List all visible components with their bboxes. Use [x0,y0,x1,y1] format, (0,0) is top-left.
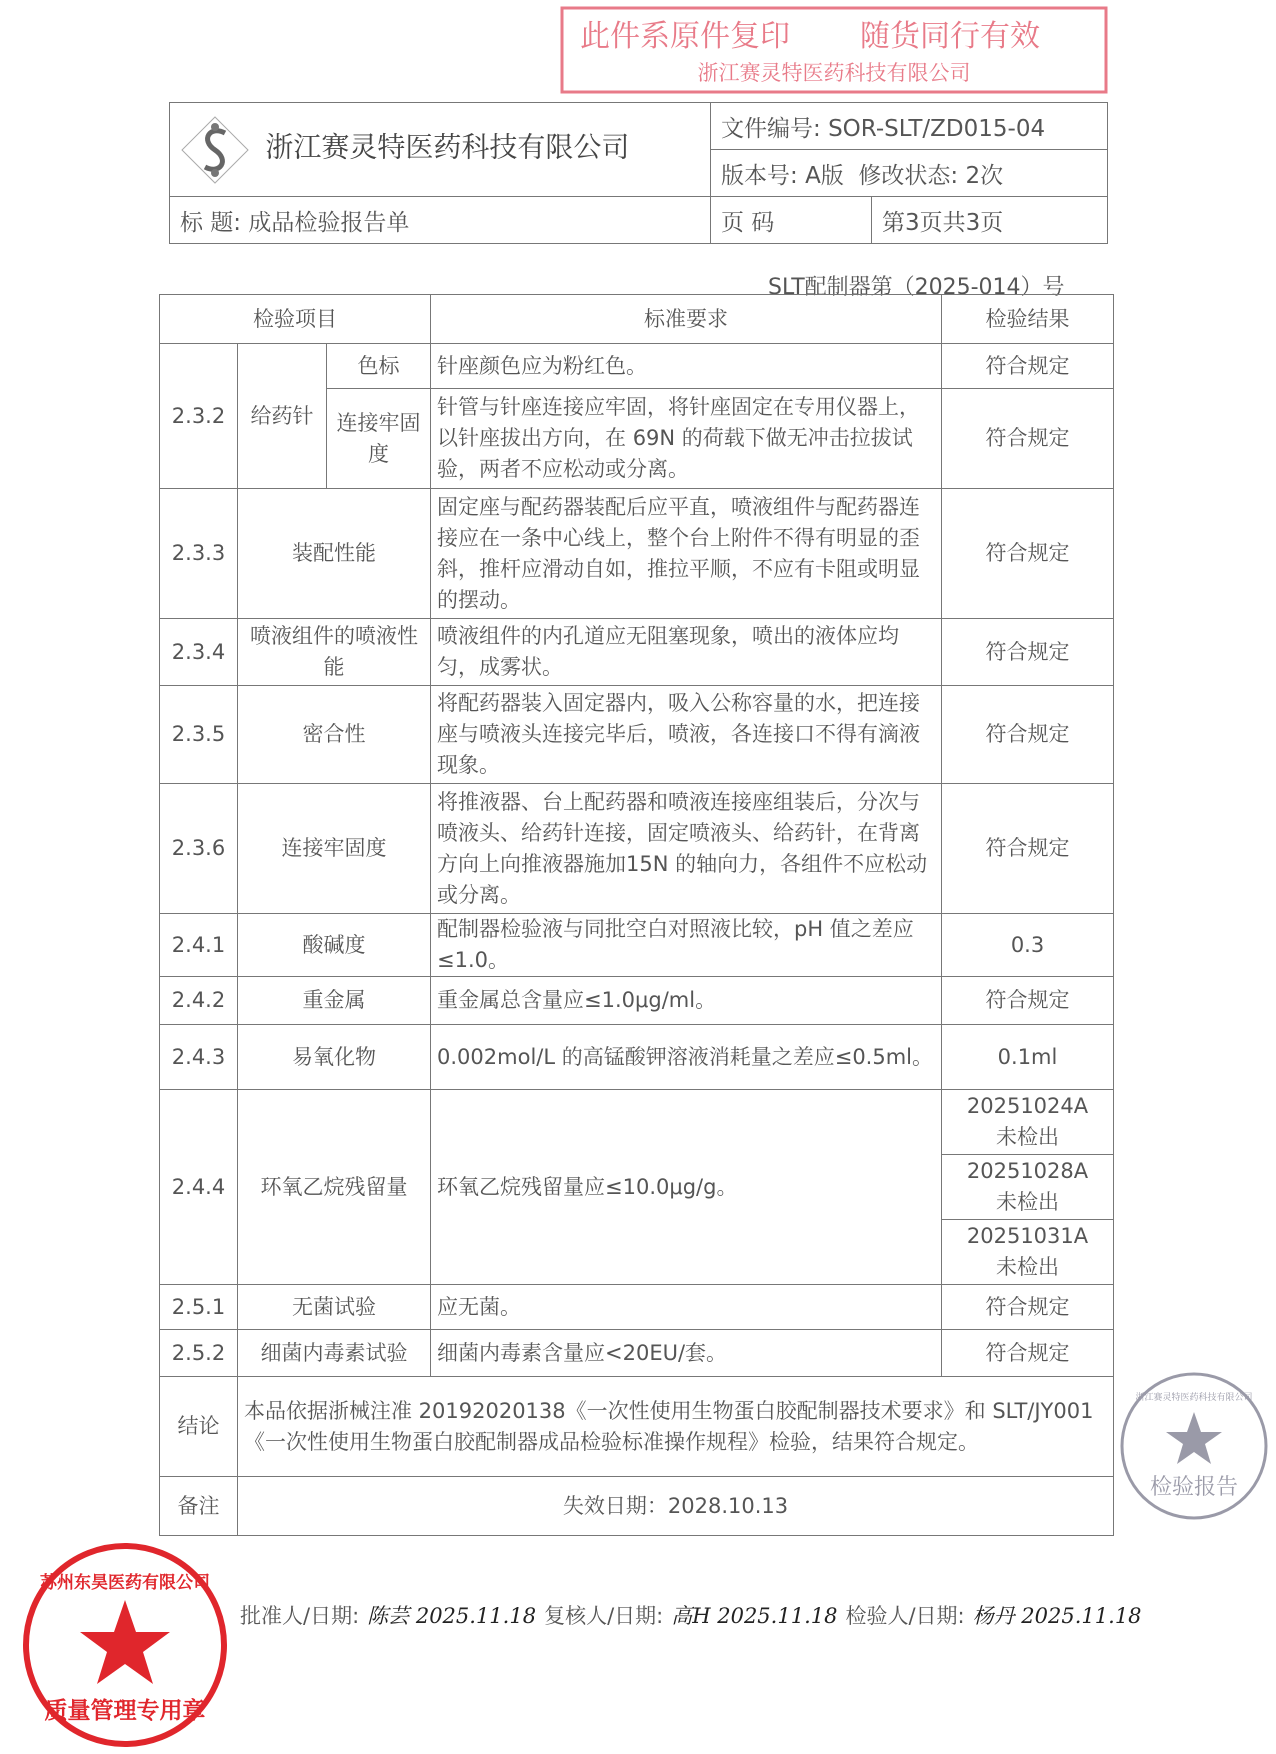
table-row [160,344,1114,389]
conclusion-label: 结论 [160,1377,238,1477]
doc-no: SOR-SLT/ZD015-04 [828,115,1046,142]
copy-stamp-line3: 浙江赛灵特医药科技有限公司 [697,61,971,85]
item-no: 2.3.2 [160,344,238,489]
table-row [160,619,1114,686]
result: 符合规定 [942,1330,1114,1377]
inspector-label: 检验人/日期: [845,1604,965,1628]
standard: 将推液器、台上配药器和喷液连接座组装后，分次与喷液头、给药针连接，固定喷液头、给药针，在背离方向上向推液器施加15N 的轴向力，各组件不应松动或分离。 [431,784,942,914]
batch-no: 20251028A [966,1159,1089,1183]
item-no: 2.5.1 [160,1285,238,1330]
item-name: 喷液组件的喷液性能 [238,619,431,686]
conclusion-text: 本品依据浙械注准 20192020138《一次性使用生物蛋白胶配制器技术要求》和 SLT/JY001《一次性使用生物蛋白胶配制器成品检验标准操作规程》检验，结果符合规定。 [238,1377,1114,1477]
grey-inspection-seal [1118,1370,1270,1522]
sub-item-name: 连接牢固度 [327,389,431,489]
batch-value: 未检出 [996,1190,1060,1214]
col-standard: 标准要求 [431,295,942,344]
standard: 针管与针座连接应牢固，将针座固定在专用仪器上，以针座拔出方向，在 69N 的荷载下做无冲击拉拔试验，两者不应松动或分离。 [431,389,942,489]
standard: 重金属总含量应≤1.0μg/ml。 [431,977,942,1025]
table-row [160,686,1114,784]
item-name: 易氧化物 [238,1025,431,1090]
document-header [169,102,1108,244]
item-name: 环氧乙烷残留量 [238,1090,431,1285]
standard: 配制器检验液与同批空白对照液比较，pH 值之差应≤1.0。 [431,914,942,977]
version: A版 [805,162,844,189]
revision-label: 修改状态: [858,162,959,189]
item-no: 2.4.1 [160,914,238,977]
standard: 应无菌。 [431,1285,942,1330]
approver-signature: 陈芸 2025.11.18 [367,1604,537,1628]
item-name: 装配性能 [238,489,431,619]
sub-item-name: 色标 [327,344,431,389]
result: 符合规定 [942,619,1114,686]
standard: 固定座与配药器装配后应平直，喷液组件与配药器连接应在一条中心线上，整个台上附件不得有明显的歪斜，推杆应滑动自如，推拉平顺，不应有卡阻或明显的摆动。 [431,489,942,619]
item-no: 2.3.5 [160,686,238,784]
result: 符合规定 [942,389,1114,489]
item-name: 酸碱度 [238,914,431,977]
item-name: 密合性 [238,686,431,784]
table-header [160,295,1114,344]
remark-row [160,1477,1114,1536]
copy-stamp-line2: 随货同行有效 [860,19,1040,54]
approver-label: 批准人/日期: [240,1604,360,1628]
grey-seal-ring-text: 浙江赛灵特医药科技有限公司 [1135,1393,1253,1403]
item-name: 重金属 [238,977,431,1025]
page-label: 页 码 [711,197,872,244]
company-name: 浙江赛灵特医药科技有限公司 [265,130,630,163]
result: 符合规定 [942,686,1114,784]
report-number: SLT配制器第（2025-014）号 [768,275,1065,300]
remark-text: 失效日期：2028.10.13 [238,1477,1114,1536]
col-item: 检验项目 [160,295,431,344]
item-no: 2.4.4 [160,1090,238,1285]
item-no: 2.4.3 [160,1025,238,1090]
item-name: 给药针 [238,344,327,489]
grey-seal-center-text: 检验报告 [1149,1475,1239,1500]
result: 0.3 [942,914,1114,977]
red-quality-seal [20,1540,230,1750]
table-row [160,1090,1114,1155]
copy-stamp-line1: 此件系原件复印 [580,19,790,54]
result: 符合规定 [942,1285,1114,1330]
table-row [160,1330,1114,1377]
result: 0.1ml [942,1025,1114,1090]
reviewer-signature: 高H 2025.11.18 [671,1604,838,1628]
red-seal-center-text: 质量管理专用章 [44,1698,206,1724]
inspector-signature: 杨丹 2025.11.18 [972,1604,1142,1628]
batch-result [942,1090,1114,1155]
table-row [160,914,1114,977]
item-name: 无菌试验 [238,1285,431,1330]
company-cell [170,103,711,197]
inspection-table [159,294,1114,1536]
standard: 针座颜色应为粉红色。 [431,344,942,389]
signature-line [240,1600,1142,1630]
result: 符合规定 [942,784,1114,914]
version-label: 版本号: [721,162,798,189]
table-row [160,1025,1114,1090]
batch-result [942,1220,1114,1285]
item-no: 2.4.2 [160,977,238,1025]
standard: 环氧乙烷残留量应≤10.0μg/g。 [431,1090,942,1285]
title-cell [170,197,711,244]
remark-label: 备注 [160,1477,238,1536]
standard: 将配药器装入固定器内，吸入公称容量的水，把连接座与喷液头连接完毕后，喷液，各连接口不得有滴液现象。 [431,686,942,784]
batch-value: 未检出 [996,1125,1060,1149]
item-no: 2.3.4 [160,619,238,686]
item-no: 2.3.3 [160,489,238,619]
result: 符合规定 [942,977,1114,1025]
revision: 2次 [965,162,1004,189]
item-name: 细菌内毒素试验 [238,1330,431,1377]
batch-no: 20251031A [966,1224,1089,1248]
batch-value: 未检出 [996,1255,1060,1279]
col-result: 检验结果 [942,295,1114,344]
reviewer-label: 复核人/日期: [544,1604,664,1628]
standard: 喷液组件的内孔道应无阻塞现象，喷出的液体应均匀，成雾状。 [431,619,942,686]
doc-number-cell [711,103,1108,150]
table-row [160,977,1114,1025]
standard: 细菌内毒素含量应<20EU/套。 [431,1330,942,1377]
table-row [160,1285,1114,1330]
conclusion-row [160,1377,1114,1477]
red-seal-ring-text: 苏州东昊医药有限公司 [40,1573,210,1593]
result: 符合规定 [942,489,1114,619]
report-title: 成品检验报告单 [248,209,410,236]
page-number: 第3页共3页 [872,197,1108,244]
title-label: 标 题: [180,209,242,236]
item-name: 连接牢固度 [238,784,431,914]
result: 符合规定 [942,344,1114,389]
item-no: 2.3.6 [160,784,238,914]
doc-no-label: 文件编号: [721,115,821,142]
batch-result [942,1155,1114,1220]
table-row [160,489,1114,619]
item-no: 2.5.2 [160,1330,238,1377]
version-cell [711,150,1108,197]
batch-no: 20251024A [966,1094,1089,1118]
standard: 0.002mol/L 的高锰酸钾溶液消耗量之差应≤0.5ml。 [431,1025,942,1090]
company-logo-icon [180,115,250,185]
table-row [160,784,1114,914]
copy-stamp [560,6,1108,94]
